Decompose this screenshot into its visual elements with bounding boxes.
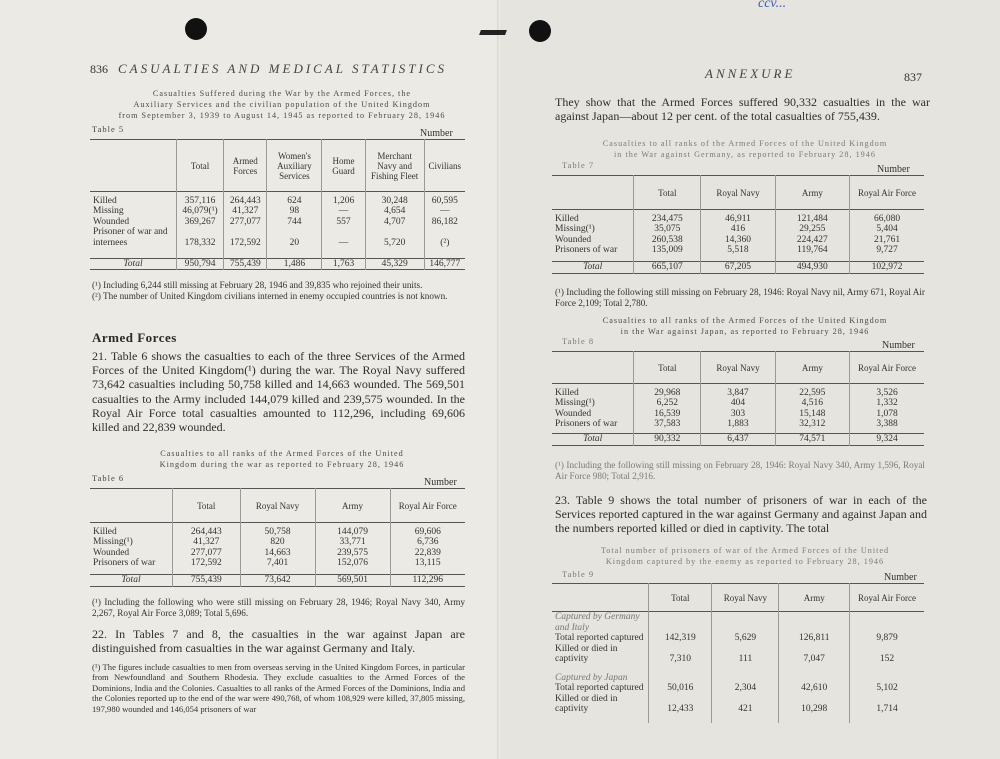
table-cell: 74,571 [775,434,849,446]
table-cell: 12,433 [649,694,712,715]
table-cell: 15,148 [775,409,849,420]
table-cell: 50,758 [240,527,315,538]
column-header: Army [315,489,390,523]
table-cell: 135,009 [634,245,701,256]
table5-unit: Number [420,128,453,139]
data-table [552,583,924,723]
table-cell: 755,439 [224,258,267,270]
table-cell: 152,076 [315,558,390,569]
handwritten-note: ccv... [758,0,787,11]
table-cell: 4,654 [365,206,424,217]
table-cell: 755,439 [173,575,241,587]
table-row [552,235,924,246]
table-cell: 13,115 [390,558,465,569]
table5 [90,139,465,270]
table-cell: — [322,227,365,248]
column-header: Army [779,584,850,612]
table-cell: (²) [424,227,465,248]
column-header: Total [634,176,701,210]
data-table [552,351,924,446]
data-table [90,488,465,587]
table-cell: 5,404 [850,224,924,235]
table-cell: 86,182 [424,217,465,228]
page-number: 836 [90,62,108,76]
table-row [90,537,465,548]
table-cell: 6,437 [701,434,775,446]
table-cell: 172,592 [224,227,267,248]
table-cell: 14,360 [701,235,775,246]
column-header: Total [634,352,701,384]
table-cell: 4,516 [775,398,849,409]
table-row [552,419,924,430]
table-cell: 98 [267,206,322,217]
column-header: Royal Air Force [850,352,924,384]
paragraph-23: 23. Table 9 shows the total number of prisoners of war in each of the Services reported captured in the war against Germany and against Japan and the numbers reported killed or died in captivity. The total [555,493,927,536]
table-row [552,388,924,399]
section-title: Captured by Germany and Italy [555,612,640,633]
table7-caption: Casualties to all ranks of the Armed Forces of the United Kingdom in the War against Germany, as reported to February 28, 1946 [602,139,888,159]
table-cell: 46,079(¹) [176,206,223,217]
table-cell: 1,883 [701,419,775,430]
table-row [552,224,924,235]
column-header: Home Guard [322,140,365,192]
table-cell: 41,327 [224,206,267,217]
table5-footnotes: (¹) Including 6,244 still missing at February 28, 1946 and 39,835 who rejoined their units. (²) The number of United Kingdom civilians interned in enemy occupied countries is not known. [92,280,448,301]
table-cell: 5,720 [365,227,424,248]
table-cell: 172,592 [173,558,241,569]
table-cell: 152 [850,644,924,665]
table9-caption: Total number of prisoners of war of the Armed Forces of the United Kingdom captured by the enemy as reported to February 28, 1946 [600,546,890,566]
table-row [552,633,924,644]
table7-footnote: (¹) Including the following still missing on February 28, 1946: Royal Navy nil, Army 671, Royal Air Force 2,109; Total 2,780. [555,287,925,308]
table-cell: 144,079 [315,527,390,538]
row-label: Killed [93,526,117,537]
row-label: Missing(¹) [555,398,595,408]
table-cell: 9,324 [850,434,924,446]
row-label: Killed [555,387,579,398]
table-cell: 1,078 [850,409,924,420]
table-cell: 624 [267,196,322,207]
row-label: Total [121,575,141,585]
column-header: Army [775,352,849,384]
paragraph-22: 22. In Tables 7 and 8, the casualties in the war against Japan are distinguished from casualties in the war against Germany and Italy. [92,627,465,656]
column-header: Total [173,489,241,523]
table-cell: 303 [701,409,775,420]
table-cell: 21,761 [850,235,924,246]
table-cell: 32,312 [775,419,849,430]
row-label: Total [583,434,603,444]
table-cell: 369,267 [176,217,223,228]
table-row [90,527,465,538]
column-header: Royal Navy [712,584,779,612]
table8-unit: Number [882,340,915,351]
column-header [90,489,173,523]
running-head: ANNEXURE [705,66,796,81]
page-number: 837 [904,70,922,84]
table-cell: 239,575 [315,548,390,559]
row-label: Total [583,262,603,272]
table-cell: 1,206 [322,196,365,207]
total-row [552,262,924,274]
column-header: Women's Auxiliary Services [267,140,322,192]
table-row [90,558,465,569]
table-row [90,206,465,217]
table-row [90,196,465,207]
table-cell: 29,255 [775,224,849,235]
right-page [500,0,1000,759]
table-cell: 14,663 [240,548,315,559]
row-label: Total reported captured [555,633,644,643]
table8-label: Table 8 [562,336,595,346]
table-cell: 178,332 [176,227,223,248]
table-cell: 5,518 [701,245,775,256]
table-cell: 9,879 [850,633,924,644]
table-cell: 5,102 [850,683,924,694]
table-cell: 66,080 [850,214,924,225]
table6-unit: Number [424,477,457,488]
table6-caption: Casualties to all ranks of the Armed Forces of the United Kingdom during the war as reported to February 28, 1946 [159,449,405,469]
table-cell: 665,107 [634,262,701,274]
table5-label: Table 5 [92,124,125,134]
table-row [90,217,465,228]
table9 [552,583,924,723]
table-cell: 4,707 [365,217,424,228]
total-row [552,434,924,446]
table-cell: 146,777 [424,258,465,270]
row-label: Total reported captured [555,683,644,693]
table-cell: 50,016 [649,683,712,694]
table-cell: 102,972 [850,262,924,274]
table-cell: 60,595 [424,196,465,207]
table-cell: 1,332 [850,398,924,409]
row-label: Missing(¹) [93,537,133,547]
table-cell: 45,329 [365,258,424,270]
table-cell: 820 [240,537,315,548]
table-cell: 494,930 [775,262,849,274]
table-cell: — [424,206,465,217]
column-header: Royal Air Force [390,489,465,523]
table-cell: 69,606 [390,527,465,538]
table-cell: 33,771 [315,537,390,548]
table-cell: 7,310 [649,644,712,665]
table-cell: 112,296 [390,575,465,587]
table8-footnote: (¹) Including the following still missing on February 28, 1946: Royal Navy 340, Army 1,596, Royal Air Force 980; Total 2,916. [555,460,925,481]
table9-unit: Number [884,572,917,583]
row-label: Prisoners of war [555,419,618,429]
column-header: Army [775,176,849,210]
column-header: Royal Air Force [850,176,924,210]
column-header: Royal Navy [701,352,775,384]
table6 [90,488,465,587]
table-cell: 1,714 [850,694,924,715]
table-cell: 22,595 [775,388,849,399]
table-cell: 30,248 [365,196,424,207]
table-cell: 67,205 [701,262,775,274]
table-cell: 16,539 [634,409,701,420]
section-title: Captured by Japan [555,672,628,683]
column-header: Civilians [424,140,465,192]
table-cell: 9,727 [850,245,924,256]
row-label: Wounded [555,234,592,245]
row-label: Missing(¹) [555,224,595,234]
table6-footnote: (¹) Including the following who were still missing on February 28, 1946; Royal Navy 340, Army 2,267, Royal Air Force 3,089; Total 5,696. [92,597,465,618]
row-label: Prisoners of war [93,558,156,568]
table-cell: 35,075 [634,224,701,235]
table-cell: 950,794 [176,258,223,270]
column-header: Merchant Navy and Fishing Fleet [365,140,424,192]
bottom-footnote: (¹) The figures include casualties to men from overseas serving in the United Kingdom Forces, in particular from Newfoundland and Southern Rhodesia. They exclude casualties to the Armed Forces of the Dominions, India and the Colonies. Casualties to all ranks of the Armed Forces of the Dominions, India and the Colonies reported up to the end of the war were 490,768, of whom 108,929 were killed, 37,805 missing, 197,980 wounded and 146,054 prisoners of war [92,662,465,714]
table-row [552,245,924,256]
table-cell: 142,319 [649,633,712,644]
table-cell: 121,484 [775,214,849,225]
table6-label: Table 6 [92,473,125,483]
running-head: CASUALTIES AND MEDICAL STATISTICS [118,61,448,76]
table-cell: 119,764 [775,245,849,256]
row-label: Prisoner of war and internees [93,227,168,248]
table-cell: 357,116 [176,196,223,207]
table-cell: 3,388 [850,419,924,430]
table-cell: 111 [712,644,779,665]
data-table [90,139,465,270]
column-header [552,352,634,384]
table8-caption: Casualties to all ranks of the Armed Forces of the United Kingdom in the War against Japan, as reported to February 28, 1946 [602,316,888,336]
table-cell: 421 [712,694,779,715]
table-cell: 10,298 [779,694,850,715]
table-row [552,694,924,715]
section-heading: Armed Forces [92,330,177,345]
table7-unit: Number [877,164,910,175]
row-label: Missing [93,206,124,216]
table-cell: 73,642 [240,575,315,587]
binder-clip-mark [479,30,507,35]
table-cell: 224,427 [775,235,849,246]
column-header [552,584,649,612]
table-cell: 3,847 [701,388,775,399]
row-label: Prisoners of war [555,245,618,255]
column-header: Royal Air Force [850,584,924,612]
table-cell: 569,501 [315,575,390,587]
table-cell: 42,610 [779,683,850,694]
row-label: Killed [93,195,117,206]
table-cell: 7,047 [779,644,850,665]
table-cell: 2,304 [712,683,779,694]
column-header [552,176,634,210]
column-header [90,140,176,192]
table-cell: 264,443 [173,527,241,538]
row-label: Wounded [93,547,130,558]
table-row [552,644,924,665]
table-cell: 557 [322,217,365,228]
table-row [90,548,465,559]
table-row [552,398,924,409]
table8 [552,351,924,446]
table-row [90,227,465,248]
column-header: Royal Navy [240,489,315,523]
table-row [552,214,924,225]
table-cell: 29,968 [634,388,701,399]
table-cell: 744 [267,217,322,228]
table-cell: 264,443 [224,196,267,207]
table-cell: 5,629 [712,633,779,644]
table-cell: 7,401 [240,558,315,569]
table-cell: 90,332 [634,434,701,446]
total-row [90,575,465,587]
table-cell: 41,327 [173,537,241,548]
paragraph-21: 21. Table 6 shows the casualties to each of the three Services of the Armed Forces of the United Kingdom(¹) during the war. The Royal Navy suffered 73,642 casualties including 50,758 killed and 14,663 wounded. The 569,501 casualties to the Army included 144,079 killed and 239,575 wounded. In the Royal Air Force total casualties amounted to 112,296, including 69,606 killed and 22,839 wounded. [92,349,465,435]
table-cell: 260,538 [634,235,701,246]
table-cell: 277,077 [224,217,267,228]
row-label: Total [123,258,143,269]
table-cell: 46,911 [701,214,775,225]
total-row [90,258,465,270]
table-cell: 6,252 [634,398,701,409]
table-cell: 3,526 [850,388,924,399]
table-row [552,683,924,694]
table-cell: 1,486 [267,258,322,270]
table-cell: 404 [701,398,775,409]
row-label: Wounded [93,216,130,227]
table-cell: 126,811 [779,633,850,644]
column-header: Total [649,584,712,612]
intro-paragraph: They show that the Armed Forces suffered 90,332 casualties in the war against Japan—about 12 per cent. of the total casualties of 755,439. [555,95,930,124]
table-row [552,409,924,420]
table-cell: — [322,206,365,217]
row-label: Killed or died in captivity [555,643,618,664]
table-cell: 20 [267,227,322,248]
column-header: Total [176,140,223,192]
row-label: Killed [555,213,579,224]
data-table [552,175,924,274]
row-label: Wounded [555,408,592,419]
table-cell: 6,736 [390,537,465,548]
table9-label: Table 9 [562,569,595,579]
table-cell: 1,763 [322,258,365,270]
table-cell: 37,583 [634,419,701,430]
table-cell: 234,475 [634,214,701,225]
table-cell: 22,839 [390,548,465,559]
table7 [552,175,924,274]
row-label: Killed or died in captivity [555,693,618,714]
column-header: Royal Navy [701,176,775,210]
binder-hole [185,18,207,40]
table-cell: 277,077 [173,548,241,559]
column-header: Armed Forces [224,140,267,192]
table5-caption: Casualties Suffered during the War by the Armed Forces, the Auxiliary Services and the civilian population of the United Kingdom from September 3, 1939 to August 14, 1945 as reported to February 28, 1946 [118,89,446,120]
binder-hole [529,20,551,42]
table-cell: 416 [701,224,775,235]
table7-label: Table 7 [562,160,595,170]
